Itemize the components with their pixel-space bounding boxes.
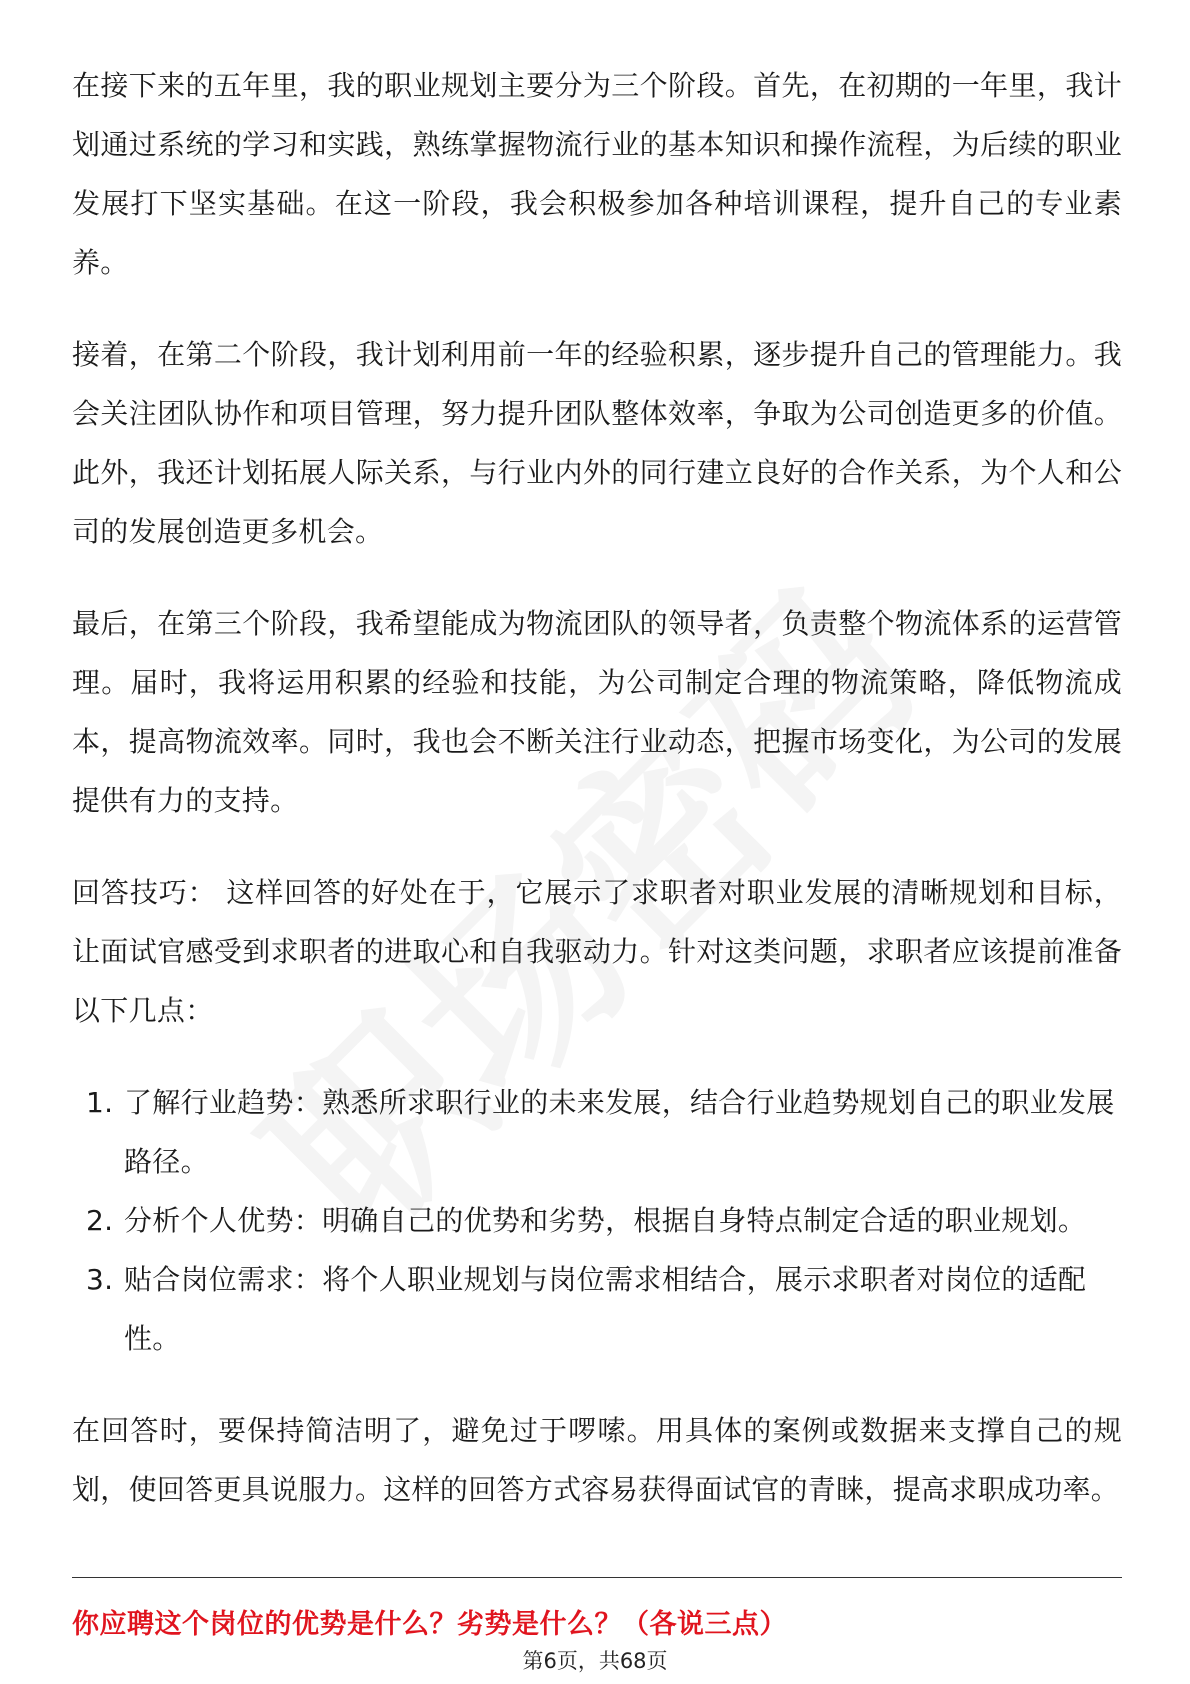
paragraph-stage-one: 在接下来的五年里，我的职业规划主要分为三个阶段。首先，在初期的一年里，我计划通过系统的学习和实践，熟练掌握物流行业的基本知识和操作流程，为后续的职业发展打下坚实基础。在这一阶段，我会积极参加各种培训课程，提升自己的专业素养。 xyxy=(72,69,1122,279)
list-item-text: 了解行业趋势：熟悉所求职行业的未来发展，结合行业趋势规划自己的职业发展路径。 xyxy=(124,1086,1115,1178)
list-number: 2. xyxy=(86,1204,114,1237)
paragraph-closing: 在回答时，要保持简洁明了，避免过于啰嗦。用具体的案例或数据来支撑自己的规划，使回答更具说服力。这样的回答方式容易获得面试官的青睐，提高求职成功率。 xyxy=(72,1414,1122,1506)
tips-list xyxy=(72,1073,1122,1368)
page-number: 第6页，共68页 xyxy=(522,1649,668,1673)
list-item-text: 分析个人优势：明确自己的优势和劣势，根据自身特点制定合适的职业规划。 xyxy=(124,1204,1087,1237)
paragraph-stage-two: 接着，在第二个阶段，我计划利用前一年的经验积累，逐步提升自己的管理能力。我会关注团队协作和项目管理，努力提升团队整体效率，争取为公司创造更多的价值。此外，我还计划拓展人际关系，与行业内外的同行建立良好的合作关系，为个人和公司的发展创造更多机会。 xyxy=(72,338,1122,548)
list-item-text: 贴合岗位需求：将个人职业规划与岗位需求相结合，展示求职者对岗位的适配性。 xyxy=(124,1263,1087,1355)
list-item xyxy=(72,1250,1122,1368)
section-divider xyxy=(72,1577,1122,1578)
list-number: 3. xyxy=(86,1263,114,1296)
list-item xyxy=(72,1191,1122,1250)
list-number: 1. xyxy=(86,1086,114,1119)
paragraph-answer-tips: 回答技巧： 这样回答的好处在于，它展示了求职者对职业发展的清晰规划和目标，让面试官感受到求职者的进取心和自我驱动力。针对这类问题，求职者应该提前准备以下几点： xyxy=(72,876,1122,1027)
list-item xyxy=(72,1073,1122,1191)
paragraph-stage-three: 最后，在第三个阶段，我希望能成为物流团队的领导者，负责整个物流体系的运营管理。届时，我将运用积累的经验和技能，为公司制定合理的物流策略，降低物流成本，提高物流效率。同时，我也会不断关注行业动态，把握市场变化，为公司的发展提供有力的支持。 xyxy=(72,607,1122,817)
page-content xyxy=(72,56,1122,1552)
next-question-heading: 你应聘这个岗位的优势是什么？劣势是什么？（各说三点） xyxy=(72,1609,787,1640)
